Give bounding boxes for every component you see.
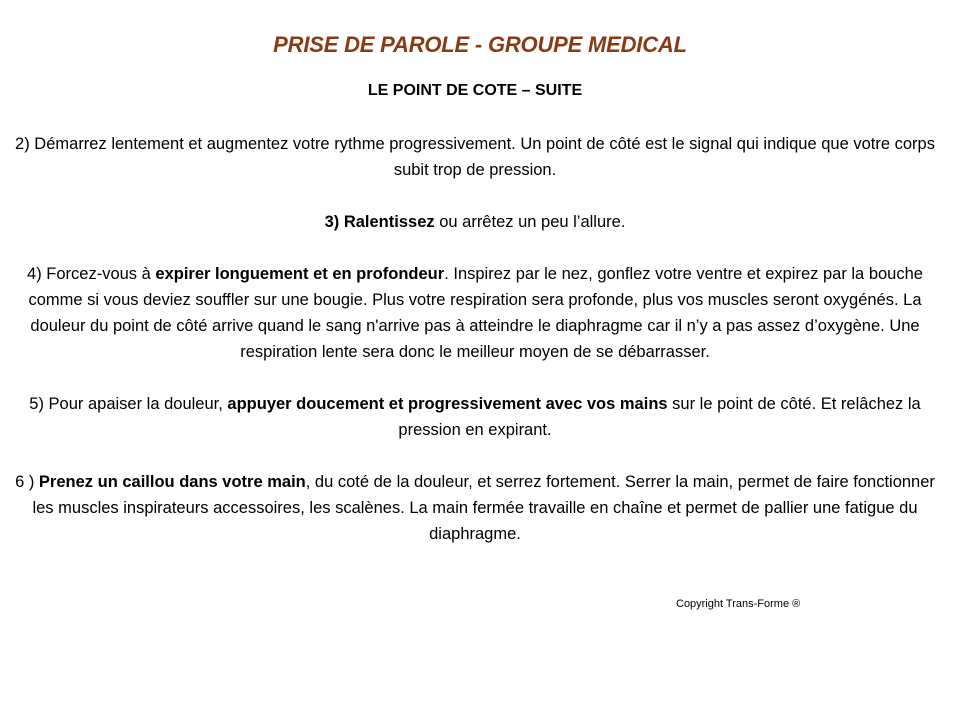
- paragraph-3-text: ou arrêtez un peu l’allure.: [434, 213, 626, 231]
- paragraph-2: [12, 131, 938, 183]
- paragraph-4-text: . Inspirez par le nez, gonflez votre ventre et expirez par la bouche comme si vous deviez souffler sur une bougie. Plus votre respiration sera profonde, plus vos muscles seront oxygénés. La douleur du point de côté arrive quand le sang n'arrive pas à atteindre le diaphragme car il n’y a pas assez d’oxygène. Une respiration lente sera donc le meilleur moyen de se débarrasser.: [28, 265, 923, 361]
- paragraph-6-text: , du coté de la douleur, et serrez fortement. Serrer la main, permet de faire fonctionner les muscles inspirateurs accessoires, les scalènes. La main fermée travaille en chaîne et permet de pallier une fatigue du diaphragme.: [32, 473, 935, 543]
- slide-title: PRISE DE PAROLE - GROUPE MEDICAL: [273, 32, 687, 57]
- paragraph-4-prefix: 4) Forcez-vous à: [27, 265, 156, 283]
- copyright-notice: Copyright Trans-Forme ®: [676, 598, 801, 610]
- paragraph-3: [12, 209, 938, 235]
- paragraph-5-text: sur le point de côté. Et relâchez la pression en expirant.: [398, 395, 921, 439]
- paragraph-4: [12, 261, 938, 365]
- paragraph-5: [12, 391, 938, 443]
- paragraph-2-text: 2) Démarrez lentement et augmentez votre rythme progressivement. Un point de côté est le signal qui indique que votre corps subit trop de pression.: [15, 135, 935, 179]
- paragraph-4-bold: expirer longuement et en profondeur: [155, 265, 445, 283]
- paragraph-6-prefix: 6 ): [15, 473, 39, 491]
- slide-body: [12, 131, 938, 547]
- slide-subtitle: LE POINT DE COTE – SUITE: [367, 82, 583, 99]
- paragraph-5-prefix: 5) Pour apaiser la douleur,: [29, 395, 228, 413]
- paragraph-6: [12, 469, 938, 547]
- paragraph-5-bold: appuyer doucement et progressivement avec vos mains: [227, 395, 668, 413]
- paragraph-6-bold: Prenez un caillou dans votre main: [38, 473, 306, 491]
- paragraph-3-bold: 3) Ralentissez: [324, 213, 435, 231]
